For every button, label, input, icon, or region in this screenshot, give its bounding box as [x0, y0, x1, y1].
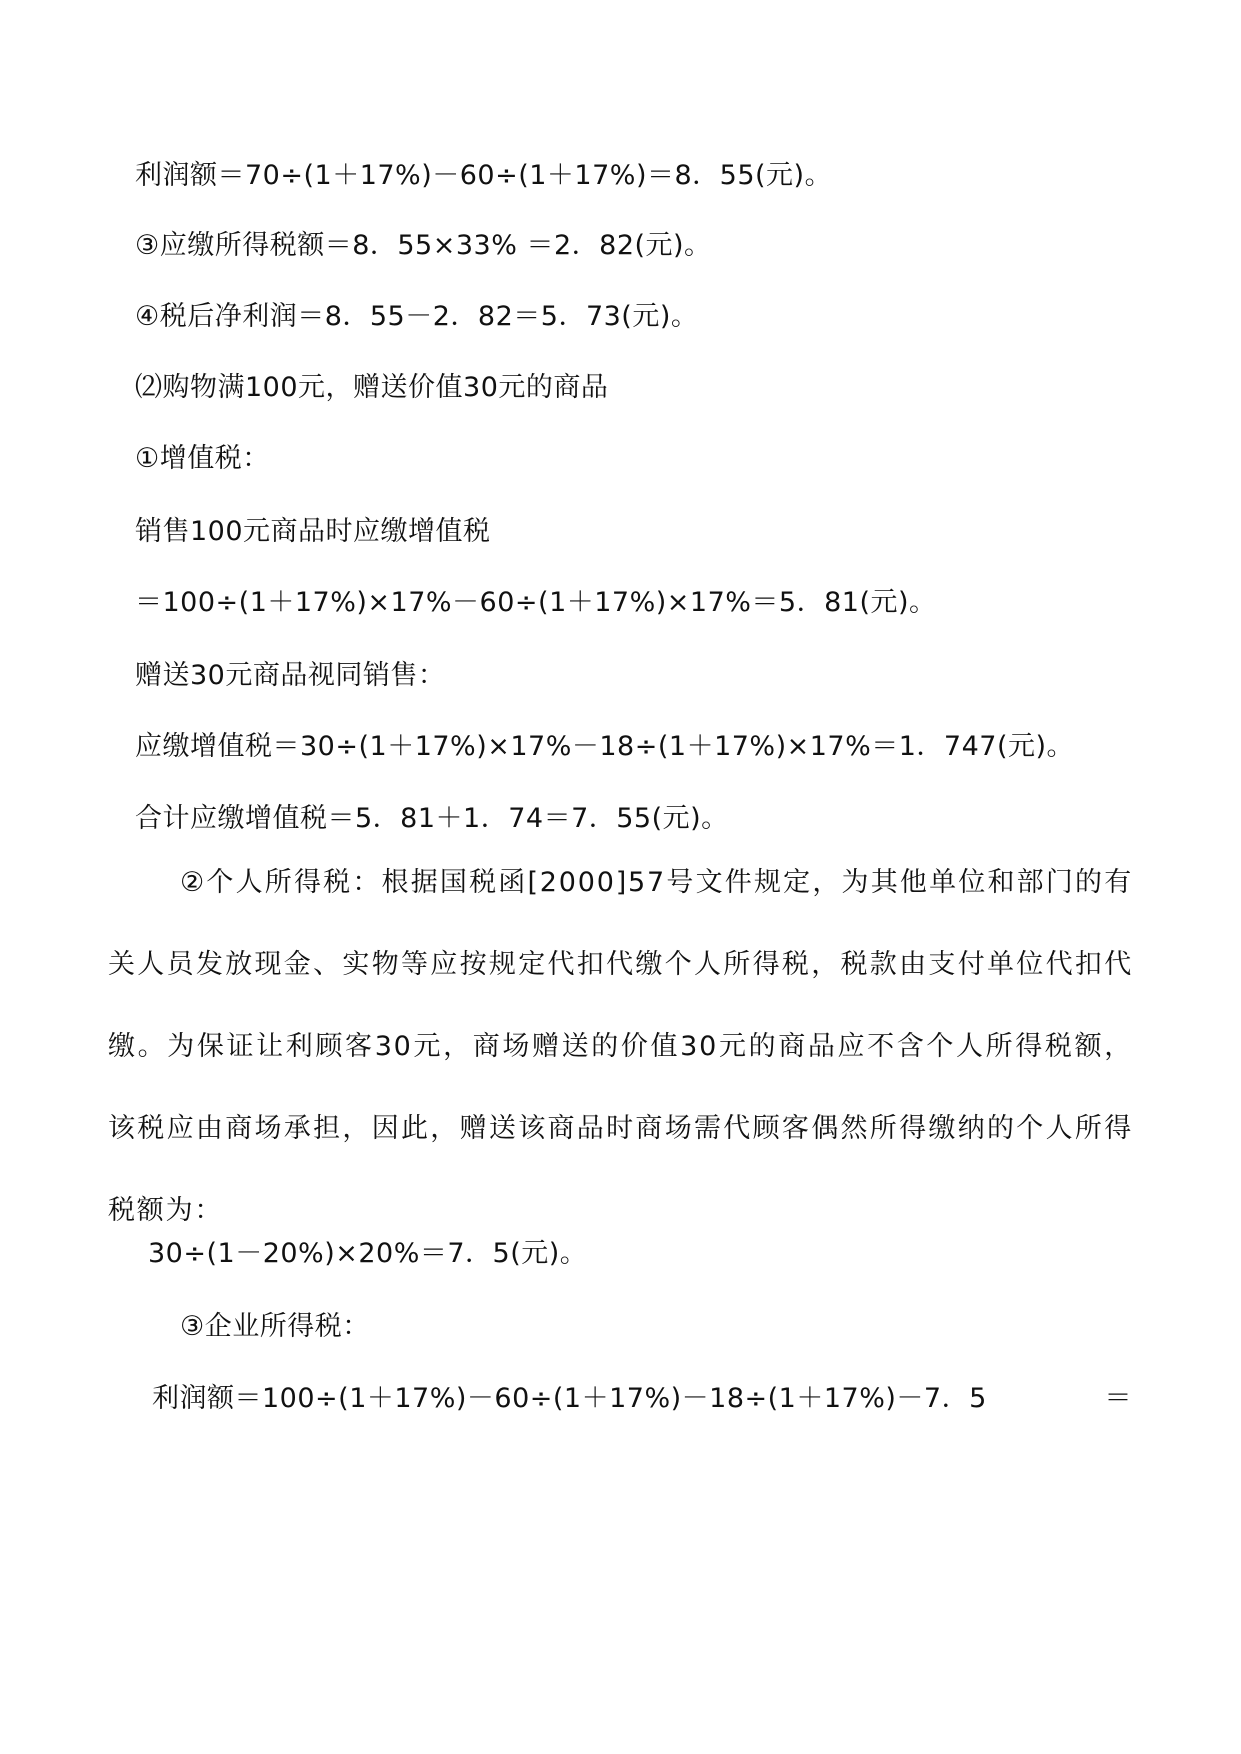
cit-heading: ③企业所得税： — [180, 1311, 370, 1342]
gift-deemed-sale-line: 赠送30元商品视同销售： — [135, 660, 446, 691]
sales-vat-line: 销售100元商品时应缴增值税 — [135, 516, 491, 547]
vat-heading: ①增值税： — [135, 443, 270, 474]
personal-income-tax-paragraph: ②个人所得税：根据国税函[2000]57号文件规定，为其他单位和部门的有关人员发放现金、实物等应按规定代扣代缴个人所得税，税款由支付单位代扣代缴。为保证让利顾客30元，商场赠送的价值30元的商品应不含个人所得税额，该税应由商场承担，因此，赠送该商品时商场需代顾客偶然所得缴纳的个人所得税额为： — [108, 867, 1133, 1226]
cit-profit-formula-left: 利润额＝100÷(1＋17%)－60÷(1＋17%)－18÷(1＋17%)－7．5 — [152, 1383, 987, 1414]
section-2-heading: ⑵购物满100元，赠送价值30元的商品 — [135, 372, 609, 403]
sales-vat-formula: ＝100÷(1＋17%)×17%－60÷(1＋17%)×17%＝5．81(元)。 — [135, 587, 937, 618]
cit-profit-formula-right: ＝ — [1104, 1383, 1132, 1414]
total-vat-line: 合计应缴增值税＝5．81＋1．74＝7．55(元)。 — [135, 803, 729, 834]
gift-vat-formula: 应缴增值税＝30÷(1＋17%)×17%－18÷(1＋17%)×17%＝1．747(元)。 — [135, 731, 1075, 762]
income-tax-line: ③应缴所得税额＝8．55×33% ＝2．82(元)。 — [135, 230, 712, 261]
profit-formula-line: 利润额＝70÷(1＋17%)－60÷(1＋17%)＝8．55(元)。 — [135, 160, 833, 191]
pit-formula: 30÷(1－20%)×20%＝7．5(元)。 — [148, 1238, 588, 1269]
cit-profit-formula — [152, 1381, 1132, 1417]
net-profit-line: ④税后净利润＝8．55－2．82＝5．73(元)。 — [135, 301, 699, 332]
